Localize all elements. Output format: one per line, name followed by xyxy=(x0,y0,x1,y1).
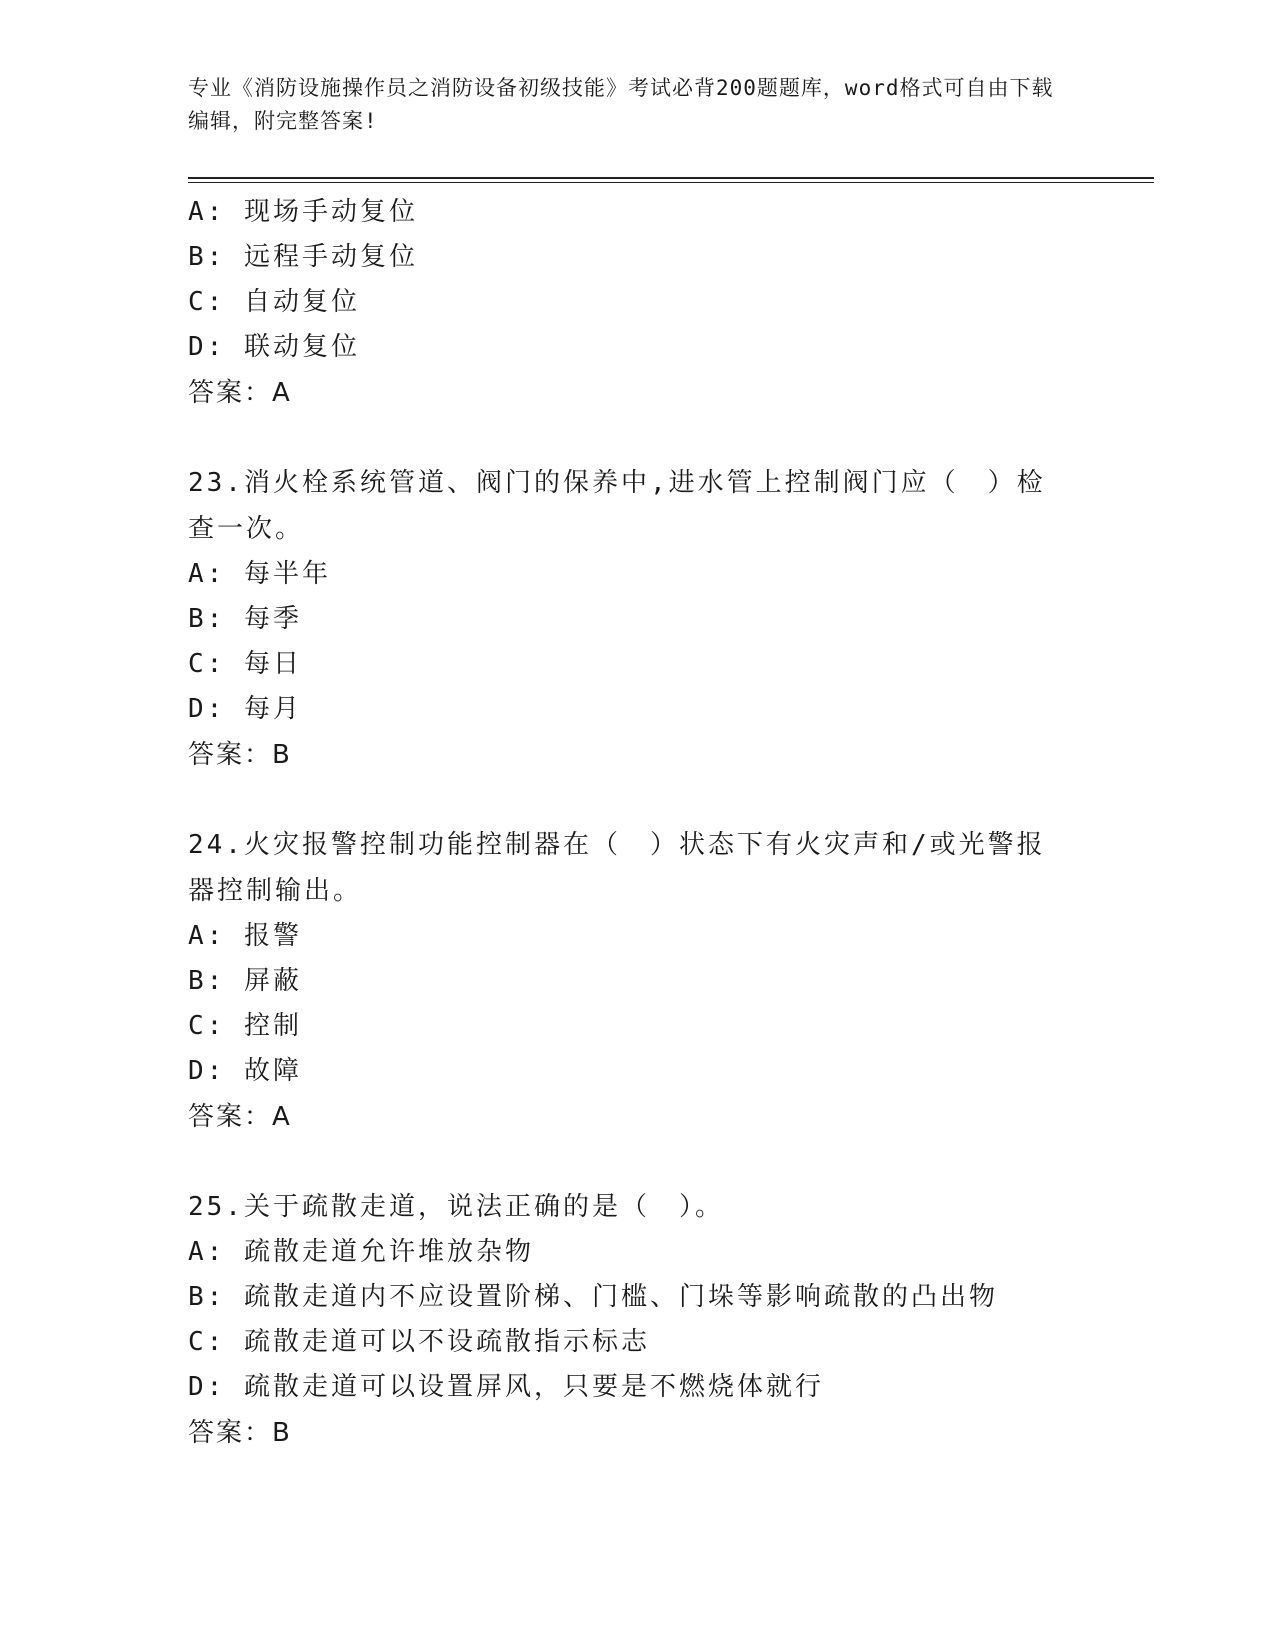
header-rule-thin xyxy=(188,182,1154,183)
question-text: 23.消火栓系统管道、阀门的保养中,进水管上控制阀门应（ ）检查一次。 xyxy=(188,468,1046,544)
question-block xyxy=(188,460,1088,778)
option-b: B: 远程手动复位 xyxy=(188,242,418,272)
option-b: B: 疏散走道内不应设置阶梯、门槛、门垛等影响疏散的凸出物 xyxy=(188,1282,998,1312)
option-a: A: 报警 xyxy=(188,921,302,951)
spacer xyxy=(188,416,1088,460)
document-header: 专业《消防设施操作员之消防设备初级技能》考试必背200题题库，word格式可自由下载编辑，附完整答案! xyxy=(188,76,1054,133)
option-c: C: 自动复位 xyxy=(188,287,360,317)
option-a: A: 每半年 xyxy=(188,559,331,589)
answer-line: 答案：B xyxy=(188,1418,292,1448)
option-a: A: 现场手动复位 xyxy=(188,197,418,227)
option-c: C: 疏散走道可以不设疏散指示标志 xyxy=(188,1327,650,1357)
option-c: C: 每日 xyxy=(188,649,302,679)
option-d: D: 故障 xyxy=(188,1056,302,1086)
question-list xyxy=(188,190,1088,1456)
spacer xyxy=(188,778,1088,822)
question-text: 24.火灾报警控制功能控制器在（ ）状态下有火灾声和/或光警报器控制输出。 xyxy=(188,830,1046,906)
question-block xyxy=(188,1184,1088,1456)
option-b: B: 屏蔽 xyxy=(188,966,302,996)
spacer xyxy=(188,1140,1088,1184)
option-a: A: 疏散走道允许堆放杂物 xyxy=(188,1237,534,1267)
header-rule-thick xyxy=(188,177,1154,179)
question-block xyxy=(188,822,1088,1140)
option-d: D: 疏散走道可以设置屏风，只要是不燃烧体就行 xyxy=(188,1372,824,1402)
answer-line: 答案：B xyxy=(188,740,292,770)
answer-line: 答案：A xyxy=(188,1102,292,1132)
answer-line: 答案：A xyxy=(188,378,292,408)
option-d: D: 联动复位 xyxy=(188,332,360,362)
question-block xyxy=(188,190,1088,416)
option-d: D: 每月 xyxy=(188,694,302,724)
option-c: C: 控制 xyxy=(188,1011,302,1041)
option-b: B: 每季 xyxy=(188,604,302,634)
question-text: 25.关于疏散走道，说法正确的是（ ）。 xyxy=(188,1192,724,1222)
